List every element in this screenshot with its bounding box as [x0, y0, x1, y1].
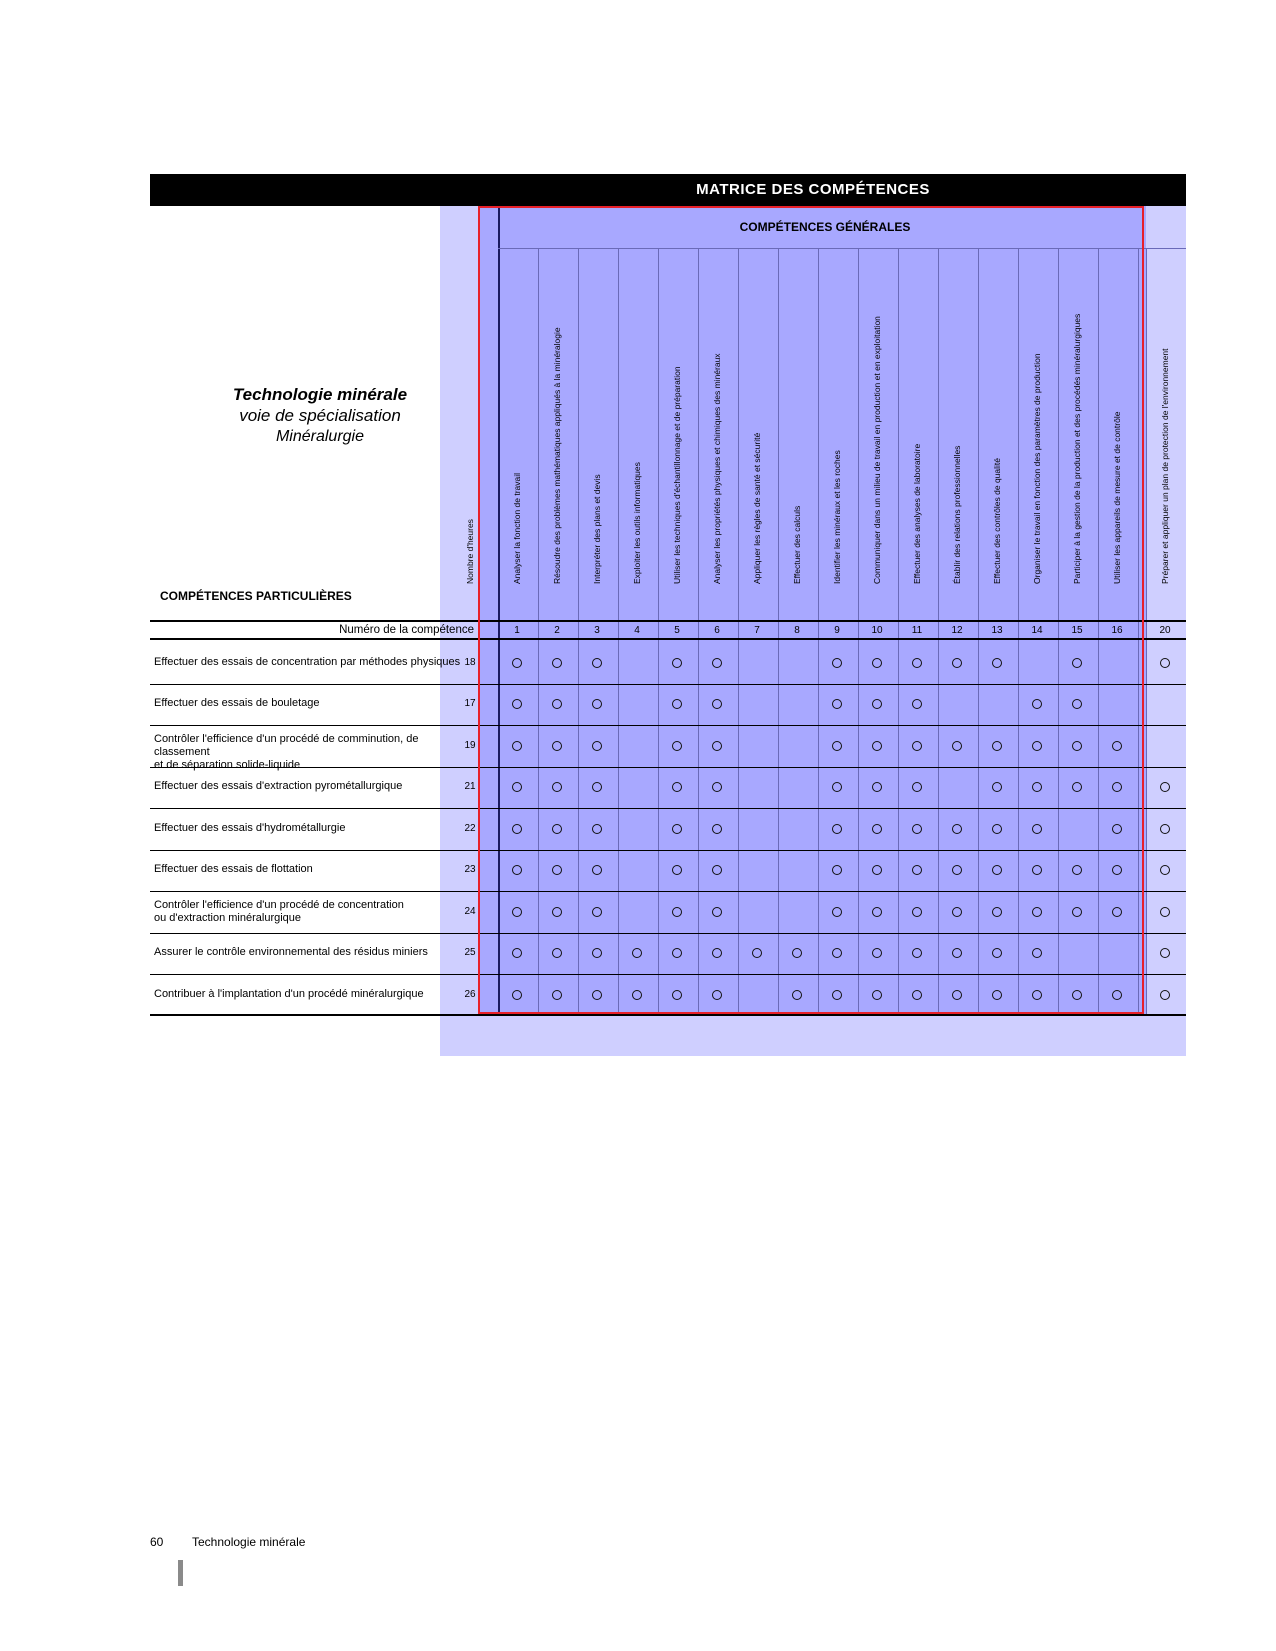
general-competencies-heading: COMPÉTENCES GÉNÉRALES — [739, 220, 911, 234]
competence-label — [154, 780, 472, 793]
competence-label-line: et de séparation solide-liquide — [154, 758, 301, 771]
page-title: MATRICE DES COMPÉTENCES — [696, 181, 930, 198]
column-number: 20 — [1159, 625, 1171, 636]
column-number: 2 — [554, 625, 560, 636]
column-header-text: Identifier les minéraux et les roches — [832, 450, 842, 584]
competence-number: 23 — [464, 864, 476, 876]
competence-label-line: Contrôler l'efficience d'un procédé de concentration — [154, 898, 404, 911]
program-line-1: Technologie minérale — [232, 385, 408, 404]
column-number: 13 — [991, 625, 1003, 636]
competence-link-mark — [1160, 824, 1170, 834]
competence-label — [154, 899, 472, 925]
column-header-text: Utiliser les techniques d'échantillonnage et de préparation — [672, 366, 682, 584]
column-number: 15 — [1071, 625, 1083, 636]
column-number: 5 — [674, 625, 680, 636]
competence-label — [154, 988, 472, 1001]
footer-title: Technologie minérale — [192, 1535, 306, 1549]
competence-label-line: Assurer le contrôle environnemental des résidus miniers — [154, 946, 428, 959]
competence-label-line: Effectuer des essais de bouletage — [154, 697, 320, 710]
column-number: 11 — [911, 625, 923, 636]
competence-label — [154, 822, 472, 835]
column-header-text: Communiquer dans un milieu de travail en production et en exploitation — [872, 316, 882, 584]
competence-label-line: Contribuer à l'implantation d'un procédé minéralurgique — [154, 987, 424, 1000]
column-header-text: Effectuer des contrôles de qualité — [992, 457, 1002, 584]
column-number: 16 — [1111, 625, 1123, 636]
competence-label — [154, 697, 472, 710]
column-header-text: Appliquer les règles de santé et sécurité — [752, 432, 762, 584]
column-header-text: Préparer et appliquer un plan de protection de l'environnement — [1160, 348, 1170, 584]
competence-number-label: Numéro de la compétence — [339, 624, 474, 636]
competence-link-mark — [1160, 990, 1170, 1000]
column-header-text: Interpréter des plans et devis — [592, 474, 602, 584]
column-header — [1146, 248, 1184, 598]
competence-number: 18 — [464, 656, 476, 668]
column-header-text: Nombre d'heures — [465, 519, 475, 584]
column-header-text: Analyser les propriétés physiques et chimiques des minéraux — [712, 353, 722, 584]
competence-number: 19 — [464, 739, 476, 751]
column-number: 14 — [1031, 625, 1043, 636]
column-header-text: Effectuer des calculs — [792, 505, 802, 584]
column-number: 8 — [794, 625, 800, 636]
column-header-text: Effectuer des analyses de laboratoire — [912, 443, 922, 584]
program-line-3: Minéralurgie — [275, 428, 365, 445]
column-header-text: Exploiter les outils informatiques — [632, 462, 642, 584]
page-number: 60 — [150, 1535, 164, 1549]
column-number: 3 — [594, 625, 600, 636]
competence-label-line: Effectuer des essais d'hydrométallurgie — [154, 821, 346, 834]
column-header-text: Organiser le travail en fonction des paramètres de production — [1032, 353, 1042, 584]
footer-bar — [178, 1560, 183, 1586]
competence-number: 22 — [464, 822, 476, 834]
column-header-text: Participer à la gestion de la production et des procédés minéralurgiques — [1072, 313, 1082, 584]
program-line-2: voie de spécialisation — [239, 406, 401, 425]
competence-label — [154, 733, 472, 772]
competence-label-line: Effectuer des essais de concentration par méthodes physiques — [154, 655, 461, 668]
competence-link-mark — [1160, 907, 1170, 917]
competence-number: 25 — [464, 947, 476, 959]
column-number: 9 — [834, 625, 840, 636]
column-number: 6 — [714, 625, 720, 636]
column-number: 12 — [951, 625, 963, 636]
competence-number: 17 — [464, 698, 476, 710]
competence-label-line: Contrôler l'efficience d'un procédé de comminution, de classement — [154, 732, 419, 758]
program-heading — [200, 384, 440, 447]
competence-number: 21 — [464, 781, 476, 793]
competence-label — [154, 656, 472, 669]
competence-link-mark — [1160, 658, 1170, 668]
competence-label — [154, 863, 472, 876]
column-header-text: Établir des relations professionnelles — [952, 445, 962, 584]
column-number: 7 — [754, 625, 760, 636]
column-number: 4 — [634, 625, 640, 636]
competence-number: 24 — [464, 905, 476, 917]
column-header-text: Analyser la fonction de travail — [512, 472, 522, 584]
particular-competencies-heading: COMPÉTENCES PARTICULIÈRES — [160, 589, 352, 603]
general-competencies-frame — [478, 206, 1144, 1014]
column-header-text: Utiliser les appareils de mesure et de contrôle — [1112, 411, 1122, 584]
table-rule — [150, 1014, 1186, 1016]
column-number: 1 — [514, 625, 520, 636]
column-header-text: Résoudre des problèmes mathématiques appliqués à la minéralogie — [552, 327, 562, 584]
competence-label — [154, 946, 472, 959]
competence-label-line: Effectuer des essais de flottation — [154, 863, 313, 876]
competence-label-line: ou d'extraction minéralurgique — [154, 911, 302, 924]
column-number: 10 — [871, 625, 883, 636]
competence-label-line: Effectuer des essais d'extraction pyrométallurgique — [154, 780, 403, 793]
competence-number: 26 — [464, 988, 476, 1000]
